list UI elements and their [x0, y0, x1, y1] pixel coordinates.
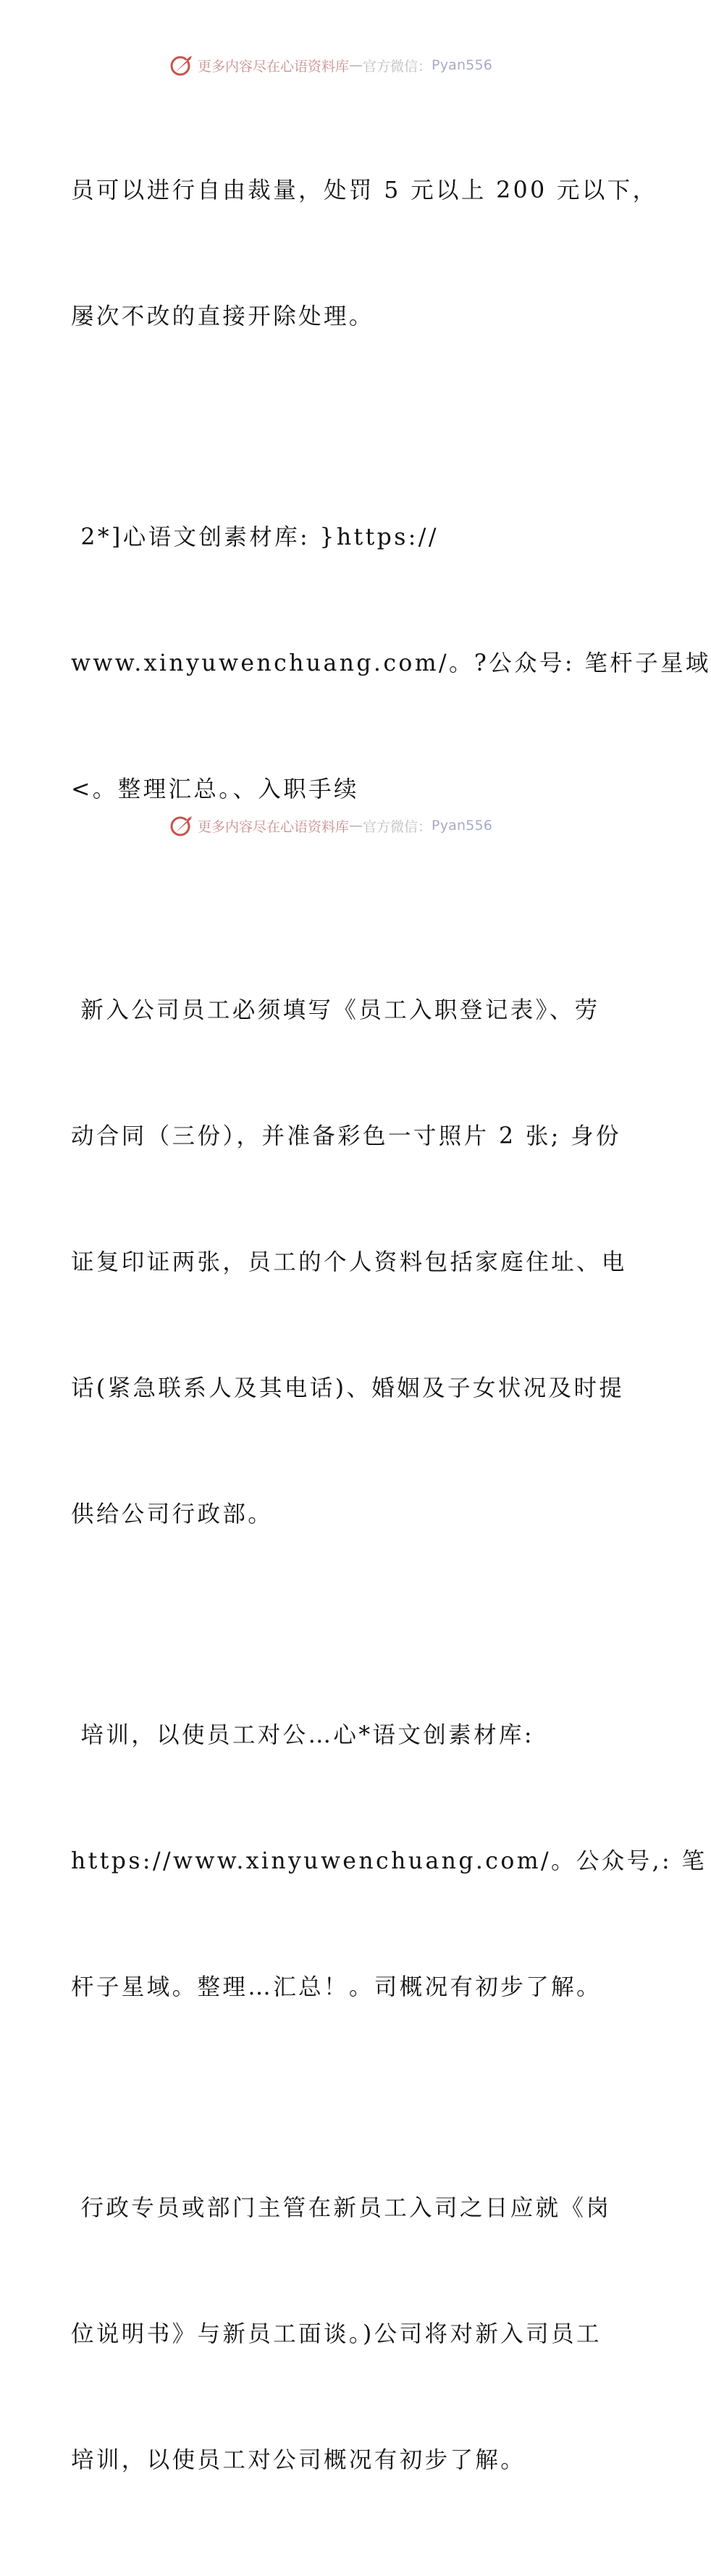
- watermark-wechat-label: 官方微信：: [363, 818, 432, 835]
- text-line: 培训，以使员工对公…心*语文创素材库:: [71, 1722, 534, 1748]
- text-line: 话(紧急联系人及其电话)、婚姻及子女状况及时提: [71, 1375, 625, 1401]
- text-line: 供给公司行政部。: [71, 1501, 274, 1527]
- text-line: 2*]心语文创素材库: }https://: [71, 524, 439, 550]
- watermark-text: 更多内容尽在心语资料库: [198, 58, 350, 75]
- paragraph-penalty: [71, 85, 658, 421]
- watermark-wechat-id: Pyan556: [432, 57, 493, 73]
- watermark-separator: —: [349, 57, 363, 73]
- footer-watermark: [169, 811, 492, 840]
- header-watermark: [169, 51, 492, 80]
- quill-seal-logo-icon: [169, 813, 194, 838]
- watermark-separator: —: [349, 818, 363, 834]
- paragraph-onboarding-forms: [71, 905, 627, 1619]
- quill-seal-logo-icon: [169, 53, 194, 77]
- text-line: 证复印证两张，员工的个人资料包括家庭住址、电: [71, 1249, 627, 1275]
- text-line: <。整理汇总。、入职手续: [71, 776, 359, 802]
- text-line: 新入公司员工必须填写《员工入职登记表》、劳: [71, 997, 600, 1023]
- watermark-text: 更多内容尽在心语资料库: [198, 818, 350, 835]
- text-line: https://www.xinyuwenchuang.com/。公众号,: 笔: [71, 1848, 707, 1874]
- text-line: 员可以进行自由裁量，处罚 5 元以上 200 元以下，: [71, 177, 658, 204]
- watermark-wechat-id: Pyan556: [432, 818, 493, 834]
- text-line: 位说明书》与新员工面谈。)公司将对新入司员工: [71, 2321, 602, 2347]
- watermark-wechat-label: 官方微信：: [363, 58, 432, 75]
- text-line: 屡次不改的直接开除处理。: [71, 303, 374, 330]
- text-line: 杆子星域。整理…汇总！。司概况有初步了解。: [71, 1974, 602, 2000]
- text-line: 培训，以使员工对公司概况有初步了解。: [71, 2447, 526, 2473]
- paragraph-training: [71, 1630, 707, 2092]
- text-line: www.xinyuwenchuang.com/。?公众号: 笔杆子星域: [71, 650, 711, 676]
- paragraph-interview: [71, 2103, 621, 2565]
- text-line: 行政专员或部门主管在新员工入司之日应就《岗: [71, 2195, 612, 2221]
- document-body: [71, 85, 711, 2576]
- text-line: 动合同（三份），并准备彩色一寸照片 2 张; 身份: [71, 1123, 621, 1149]
